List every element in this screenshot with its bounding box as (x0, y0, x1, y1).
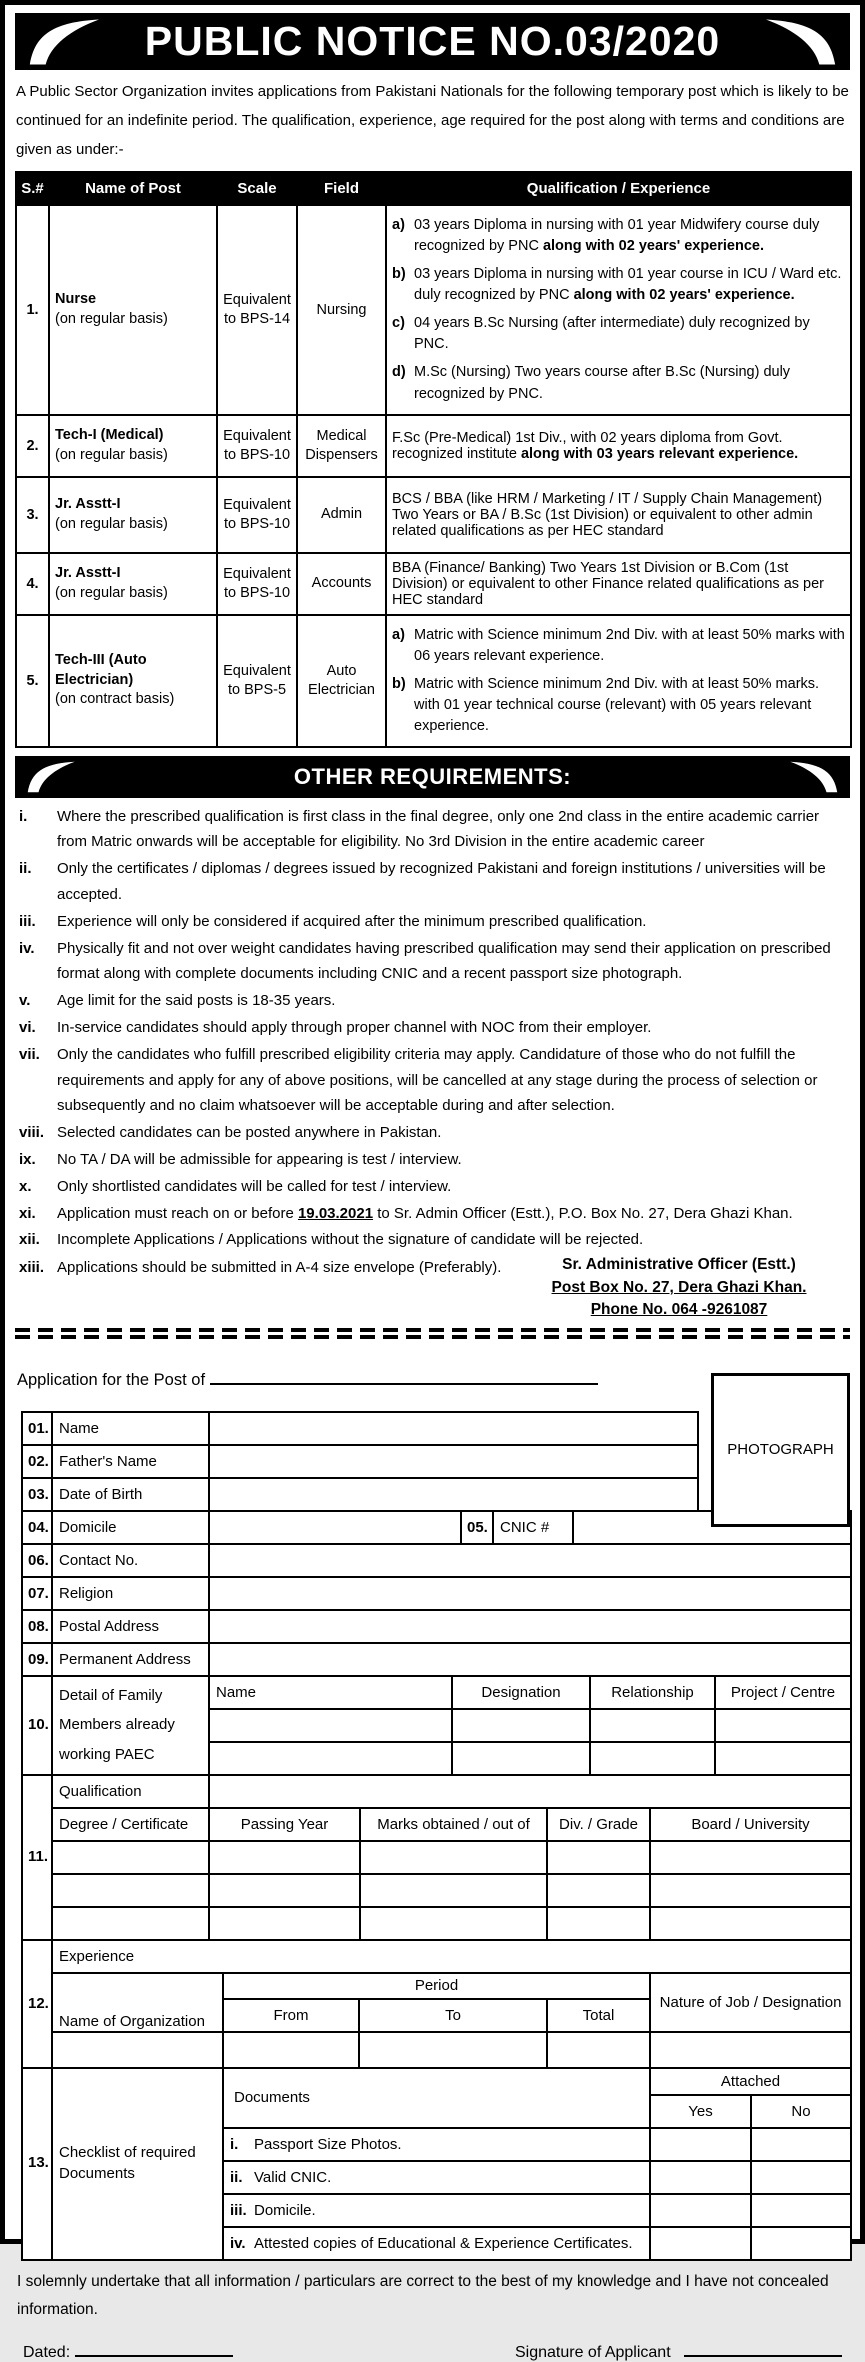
post-name-cell (49, 205, 217, 414)
form-table-qualification (21, 1774, 852, 1941)
dated-label: Dated: (23, 2343, 71, 2361)
checklist-attached-row (22, 2068, 851, 2095)
empty-cell (452, 1709, 590, 1742)
field: Medical Dispensers (297, 415, 386, 477)
row-number: 09. (22, 1643, 52, 1676)
form-table-family (21, 1675, 852, 1776)
empty-cell (715, 1742, 851, 1775)
post-name: Tech-I (Medical) (55, 426, 164, 443)
post-name-cell (49, 477, 217, 553)
row-label: Checklist of required Documents (52, 2068, 223, 2260)
no-checkbox-cell (751, 2194, 851, 2227)
qual-col-marks: Marks obtained / out of (360, 1808, 547, 1841)
post-basis: (on regular basis) (55, 515, 168, 532)
undertaking-text: I solemnly undertake that all information / particulars are correct to the best of my knowledge and I have not concealed information. (17, 2272, 829, 2319)
checklist-item: i. Passport Size Photos. (223, 2128, 650, 2161)
input-cell-dob (209, 1478, 698, 1511)
application-form (15, 1369, 850, 2362)
empty-cell (209, 1742, 452, 1775)
item-label: d) (392, 364, 406, 381)
swoosh-icon-right (788, 760, 840, 794)
officer-title: Sr. Administrative Officer (Estt.) (562, 1256, 796, 1274)
item-number: vii. (19, 1045, 40, 1063)
field: Auto Electrician (297, 615, 386, 747)
item-number: iii. (19, 912, 36, 930)
post-name: Nurse (55, 291, 97, 308)
empty-cell (209, 1874, 360, 1907)
exp-col-organization: Name of Organization (52, 1973, 223, 2032)
signature-row (23, 2341, 846, 2362)
no-checkbox-cell (751, 2227, 851, 2260)
experience-blank-row (22, 2032, 851, 2068)
checklist-yes-header: Yes (650, 2095, 751, 2128)
row-number: 01. (22, 1412, 52, 1445)
deadline-date: 19.03.2021 (297, 1204, 374, 1222)
qualification-item (392, 215, 845, 257)
post-basis: (on regular basis) (55, 446, 168, 463)
item-number: xi. (19, 1204, 36, 1222)
item-number: x. (19, 1177, 32, 1195)
post-name-cell (49, 615, 217, 747)
form-row-name (22, 1412, 698, 1445)
family-col-name: Name (209, 1676, 452, 1709)
empty-cell (360, 1874, 547, 1907)
last-requirement-row (15, 1254, 850, 1321)
post-name: Jr. Asstt-I (55, 564, 121, 581)
form-table-basic (21, 1411, 699, 1512)
item-number: ii. (19, 860, 32, 878)
empty-cell (590, 1742, 715, 1775)
qualification-cell (386, 553, 851, 615)
item-text: Matric with Science minimum 2nd Div. with at least 50% marks with 06 years relevant experience. (414, 626, 845, 664)
empty-cell (52, 1841, 209, 1874)
page-title: PUBLIC NOTICE NO.03/2020 (144, 18, 721, 64)
empty-cell (650, 1874, 851, 1907)
yes-checkbox-cell (650, 2227, 751, 2260)
row-number: 07. (22, 1577, 52, 1610)
title-banner (15, 13, 850, 70)
checklist-item: iii. Domicile. (223, 2194, 650, 2227)
item-label: a) (392, 626, 405, 643)
exp-col-from: From (223, 1999, 359, 2032)
item-text: 04 years B.Sc Nursing (after intermediate) duly recognized by PNC. (414, 315, 810, 353)
experience-period-row (22, 1973, 851, 1999)
field: Nursing (297, 205, 386, 414)
row-label: Father's Name (52, 1445, 209, 1478)
item-label: c) (392, 315, 405, 332)
qual-col-division: Div. / Grade (547, 1808, 650, 1841)
input-cell-father-name (209, 1445, 698, 1478)
row-label: Religion (52, 1577, 209, 1610)
item-label: a) (392, 217, 405, 234)
dated-blank (75, 2341, 233, 2357)
input-cell-religion (209, 1577, 851, 1610)
input-cell-permanent-address (209, 1643, 851, 1676)
empty-cell (360, 1907, 547, 1940)
requirements-title: OTHER REQUIREMENTS: (293, 763, 572, 789)
signature-label: Signature of Applicant (514, 2343, 671, 2361)
empty-cell (359, 2032, 547, 2068)
form-table-checklist (21, 2067, 852, 2261)
item-number: vi. (19, 1018, 36, 1036)
checklist-documents-header: Documents (223, 2068, 650, 2128)
requirement-item: x. Only shortlisted candidates will be called for test / interview. (15, 1174, 850, 1200)
qual-col-degree: Degree / Certificate (52, 1808, 209, 1841)
requirements-list (15, 804, 850, 1322)
header-qualification: Qualification / Experience (386, 172, 851, 205)
empty-cell (223, 2032, 359, 2068)
row-number: 11. (22, 1775, 52, 1940)
input-cell-name (209, 1412, 698, 1445)
qualification-cell (386, 477, 851, 553)
qualification-blank-row (22, 1841, 851, 1874)
sn: 5. (16, 615, 49, 747)
signature-line (515, 2341, 842, 2362)
row-number: 08. (22, 1610, 52, 1643)
row-label: Date of Birth (52, 1478, 209, 1511)
requirement-item: ii. Only the certificates / diplomas / degrees issued by recognized Pakistani and foreign institutions / universities will be accepted. (15, 856, 850, 908)
post-applied-label: Application for the Post of (17, 1370, 206, 1389)
qualification-cell (386, 615, 851, 747)
requirement-item: xii. Incomplete Applications / Applications without the signature of candidate will be rejected. (15, 1227, 850, 1253)
qualification-item (392, 674, 845, 737)
qualification-blank-row (22, 1874, 851, 1907)
post-row-tech1 (16, 415, 851, 477)
row-label: Postal Address (52, 1610, 209, 1643)
row-label: Contact No. (52, 1544, 209, 1577)
row-number: 03. (22, 1478, 52, 1511)
item-text: M.Sc (Nursing) Two years course after B.Sc (Nursing) duly recognized by PNC. (414, 364, 791, 402)
empty-cell (650, 1907, 851, 1940)
scale: Equivalent to BPS-10 (217, 415, 297, 477)
family-col-relationship: Relationship (590, 1676, 715, 1709)
intro-text: A Public Sector Organization invites applications from Pakistani Nationals for the following temporary post which is likely to be continued for an indefinite period. The qualification, experience, age required for the post along with terms and conditions are given as under:- (16, 83, 849, 158)
item-number: xii. (19, 1231, 40, 1249)
checklist-attached-header: Attached (650, 2068, 851, 2095)
item-number: v. (19, 992, 31, 1010)
qual-col-board: Board / University (650, 1808, 851, 1841)
item-label: b) (392, 266, 406, 283)
exp-period-header: Period (223, 1973, 650, 1999)
post-name-cell (49, 553, 217, 615)
row-number: 05. (461, 1511, 493, 1544)
header-scale: Scale (217, 172, 297, 205)
item-number: xiii. (19, 1259, 45, 1277)
item-text: Matric with Science minimum 2nd Div. with at least 50% marks. with 01 year technical course (relevant) with 05 years relevant experience. (414, 675, 820, 734)
checklist-item: ii. Valid CNIC. (223, 2161, 650, 2194)
officer-contact-block (514, 1254, 844, 1321)
yes-checkbox-cell (650, 2161, 751, 2194)
dashed-separator (15, 1328, 850, 1339)
row-number: 06. (22, 1544, 52, 1577)
row-label: Name (52, 1412, 209, 1445)
form-table-experience (21, 1939, 852, 2069)
qualification-blank-row (22, 1907, 851, 1940)
family-col-project: Project / Centre (715, 1676, 851, 1709)
item-number: iv. (19, 939, 35, 957)
qualification-item (392, 625, 845, 667)
row-label: Permanent Address (52, 1643, 209, 1676)
empty-cell (52, 1874, 209, 1907)
scale: Equivalent to BPS-14 (217, 205, 297, 414)
item-text: 03 years Diploma in nursing with 01 year Midwifery course duly recognized by PNC along with 02 years' experience. (414, 217, 820, 255)
qualification-text: BCS / BBA (like HRM / Marketing / IT / Supply Chain Management) Two Years or BA / B.Sc (1st Division) or equivalent to other admin related qualifications as per HEC standard (392, 490, 823, 539)
input-cell-contact (209, 1544, 851, 1577)
post-row-nurse (16, 205, 851, 414)
row-number: 02. (22, 1445, 52, 1478)
yes-checkbox-cell (650, 2128, 751, 2161)
form-row-postal-address (22, 1610, 851, 1643)
row-number: 13. (22, 2068, 52, 2260)
input-cell-domicile (209, 1511, 461, 1544)
row-label: Qualification (52, 1775, 209, 1808)
no-checkbox-cell (751, 2161, 851, 2194)
empty-cell (650, 2032, 851, 2068)
requirements-banner (15, 756, 850, 798)
qual-col-year: Passing Year (209, 1808, 360, 1841)
post-basis: (on contract basis) (55, 691, 175, 708)
officer-phone: Phone No. 064 -9261087 (590, 1301, 768, 1319)
post-basis: (on regular basis) (55, 584, 168, 601)
requirement-item: viii. Selected candidates can be posted anywhere in Pakistan. (15, 1120, 850, 1146)
row-number: 04. (22, 1511, 52, 1544)
empty-cell (52, 1907, 209, 1940)
row-label: Domicile (52, 1511, 209, 1544)
family-col-designation: Designation (452, 1676, 590, 1709)
scale: Equivalent to BPS-10 (217, 477, 297, 553)
qualification-cell (386, 415, 851, 477)
row-label: Experience (52, 1940, 851, 1973)
qualification-item (392, 313, 845, 355)
empty-cell (360, 1841, 547, 1874)
exp-col-nature: Nature of Job / Designation (650, 1973, 851, 2032)
posts-header-row (16, 172, 851, 205)
scale: Equivalent to BPS-5 (217, 615, 297, 747)
row-number: 10. (22, 1676, 52, 1775)
qualification-header-row (22, 1808, 851, 1841)
qualification-cell (386, 205, 851, 414)
input-cell-postal-address (209, 1610, 851, 1643)
posts-table (15, 171, 852, 747)
checklist-no-header: No (751, 2095, 851, 2128)
dated-line (23, 2341, 233, 2362)
no-checkbox-cell (751, 2128, 851, 2161)
qualification-text: BBA (Finance/ Banking) Two Years 1st Division or B.Com (1st Division) or equivalent to other Finance related qualifications as per HEC standard (392, 559, 825, 608)
requirement-item-deadline: xi. Application must reach on or before 19.03.2021 to Sr. Admin Officer (Estt.), P.O. Box No. 27, Dera Ghazi Khan. (15, 1201, 850, 1227)
item-label: b) (392, 675, 406, 692)
row-label: Detail of Family Members already working PAEC (52, 1676, 209, 1775)
form-table-contact (21, 1543, 852, 1677)
header-sn: S.# (16, 172, 49, 205)
item-number: viii. (19, 1124, 45, 1142)
requirement-item: v. Age limit for the said posts is 18-35 years. (15, 988, 850, 1014)
empty-cell (209, 1841, 360, 1874)
empty-cell (650, 1841, 851, 1874)
experience-label-row (22, 1940, 851, 1973)
requirement-item: ix. No TA / DA will be admissible for appearing is test / interview. (15, 1147, 850, 1173)
empty-cell (547, 1841, 650, 1874)
exp-col-to: To (359, 1999, 547, 2032)
post-row-jrasstt-admin (16, 477, 851, 553)
post-name: Jr. Asstt-I (55, 495, 121, 512)
post-basis: (on regular basis) (55, 310, 168, 327)
item-number: i. (19, 807, 28, 825)
requirement-item: i. Where the prescribed qualification is first class in the final degree, only one 2nd class in the entire academic carrier from Matric onwards will be acceptable for eligibility. No 3rd Division in the entire academic career (15, 804, 850, 856)
row-label: CNIC # (493, 1511, 573, 1544)
form-row-dob (22, 1478, 698, 1511)
empty-cell (547, 1907, 650, 1940)
empty-cell (590, 1709, 715, 1742)
qualification-item (392, 362, 845, 404)
sn: 3. (16, 477, 49, 553)
item-number: ix. (19, 1150, 36, 1168)
empty-cell (715, 1709, 851, 1742)
field: Admin (297, 477, 386, 553)
checklist-item: iv. Attested copies of Educational & Experience Certificates. (223, 2227, 650, 2260)
form-row-father-name (22, 1445, 698, 1478)
form-row-religion (22, 1577, 851, 1610)
sn: 4. (16, 553, 49, 615)
header-post: Name of Post (49, 172, 217, 205)
qualification-label-row (22, 1775, 851, 1808)
empty-cell (209, 1709, 452, 1742)
officer-address: Post Box No. 27, Dera Ghazi Khan. (551, 1278, 807, 1296)
swoosh-icon-left (25, 760, 77, 794)
item-text: 03 years Diploma in nursing with 01 year course in ICU / Ward etc. duly recognized by PNC along with 02 years' experience. (414, 266, 842, 304)
empty-cell (547, 1874, 650, 1907)
post-applied-blank (210, 1369, 598, 1385)
empty-cell (547, 2032, 650, 2068)
sn: 1. (16, 205, 49, 414)
post-name-cell (49, 415, 217, 477)
empty-cell (209, 1775, 851, 1808)
post-row-jrasstt-accounts (16, 553, 851, 615)
requirement-item: vii. Only the candidates who fulfill prescribed eligibility criteria may apply. Candidature of those who do not fulfill the requirements and apply for any of above positions, will be cancelled at any stage during the process of selection or subsequently and no claim whatsoever will be acceptable during and after selection. (15, 1042, 850, 1119)
form-row-permanent-address (22, 1643, 851, 1676)
swoosh-icon-left (25, 17, 103, 67)
requirement-item: iv. Physically fit and not over weight candidates having prescribed qualification may send their application on prescribed format along with complete documents including CNIC and a recent passport size photograph. (15, 936, 850, 988)
qualification-text: F.Sc (Pre-Medical) 1st Div., with 02 years diploma from Govt. recognized institute along with 03 years relevant experience. (392, 429, 799, 462)
empty-cell (209, 1907, 360, 1940)
requirement-item: xiii. Applications should be submitted in A-4 size envelope (Preferably). (15, 1255, 514, 1281)
row-number: 12. (22, 1940, 52, 2068)
empty-cell (452, 1742, 590, 1775)
photograph-box (711, 1373, 850, 1527)
form-row-contact (22, 1544, 851, 1577)
swoosh-icon-right (762, 17, 840, 67)
exp-col-total: Total (547, 1999, 650, 2032)
field: Accounts (297, 553, 386, 615)
post-row-tech3 (16, 615, 851, 747)
yes-checkbox-cell (650, 2194, 751, 2227)
empty-cell (52, 2032, 223, 2068)
requirement-item: iii. Experience will only be considered if acquired after the minimum prescribed qualification. (15, 909, 850, 935)
qualification-item (392, 264, 845, 306)
signature-blank (684, 2341, 842, 2357)
scale: Equivalent to BPS-10 (217, 553, 297, 615)
post-name: Tech-III (Auto Electrician) (55, 652, 147, 688)
sn: 2. (16, 415, 49, 477)
photograph-label: PHOTOGRAPH (727, 1441, 834, 1459)
header-field: Field (297, 172, 386, 205)
family-header-row (22, 1676, 851, 1709)
requirement-item: vi. In-service candidates should apply through proper channel with NOC from their employer. (15, 1015, 850, 1041)
